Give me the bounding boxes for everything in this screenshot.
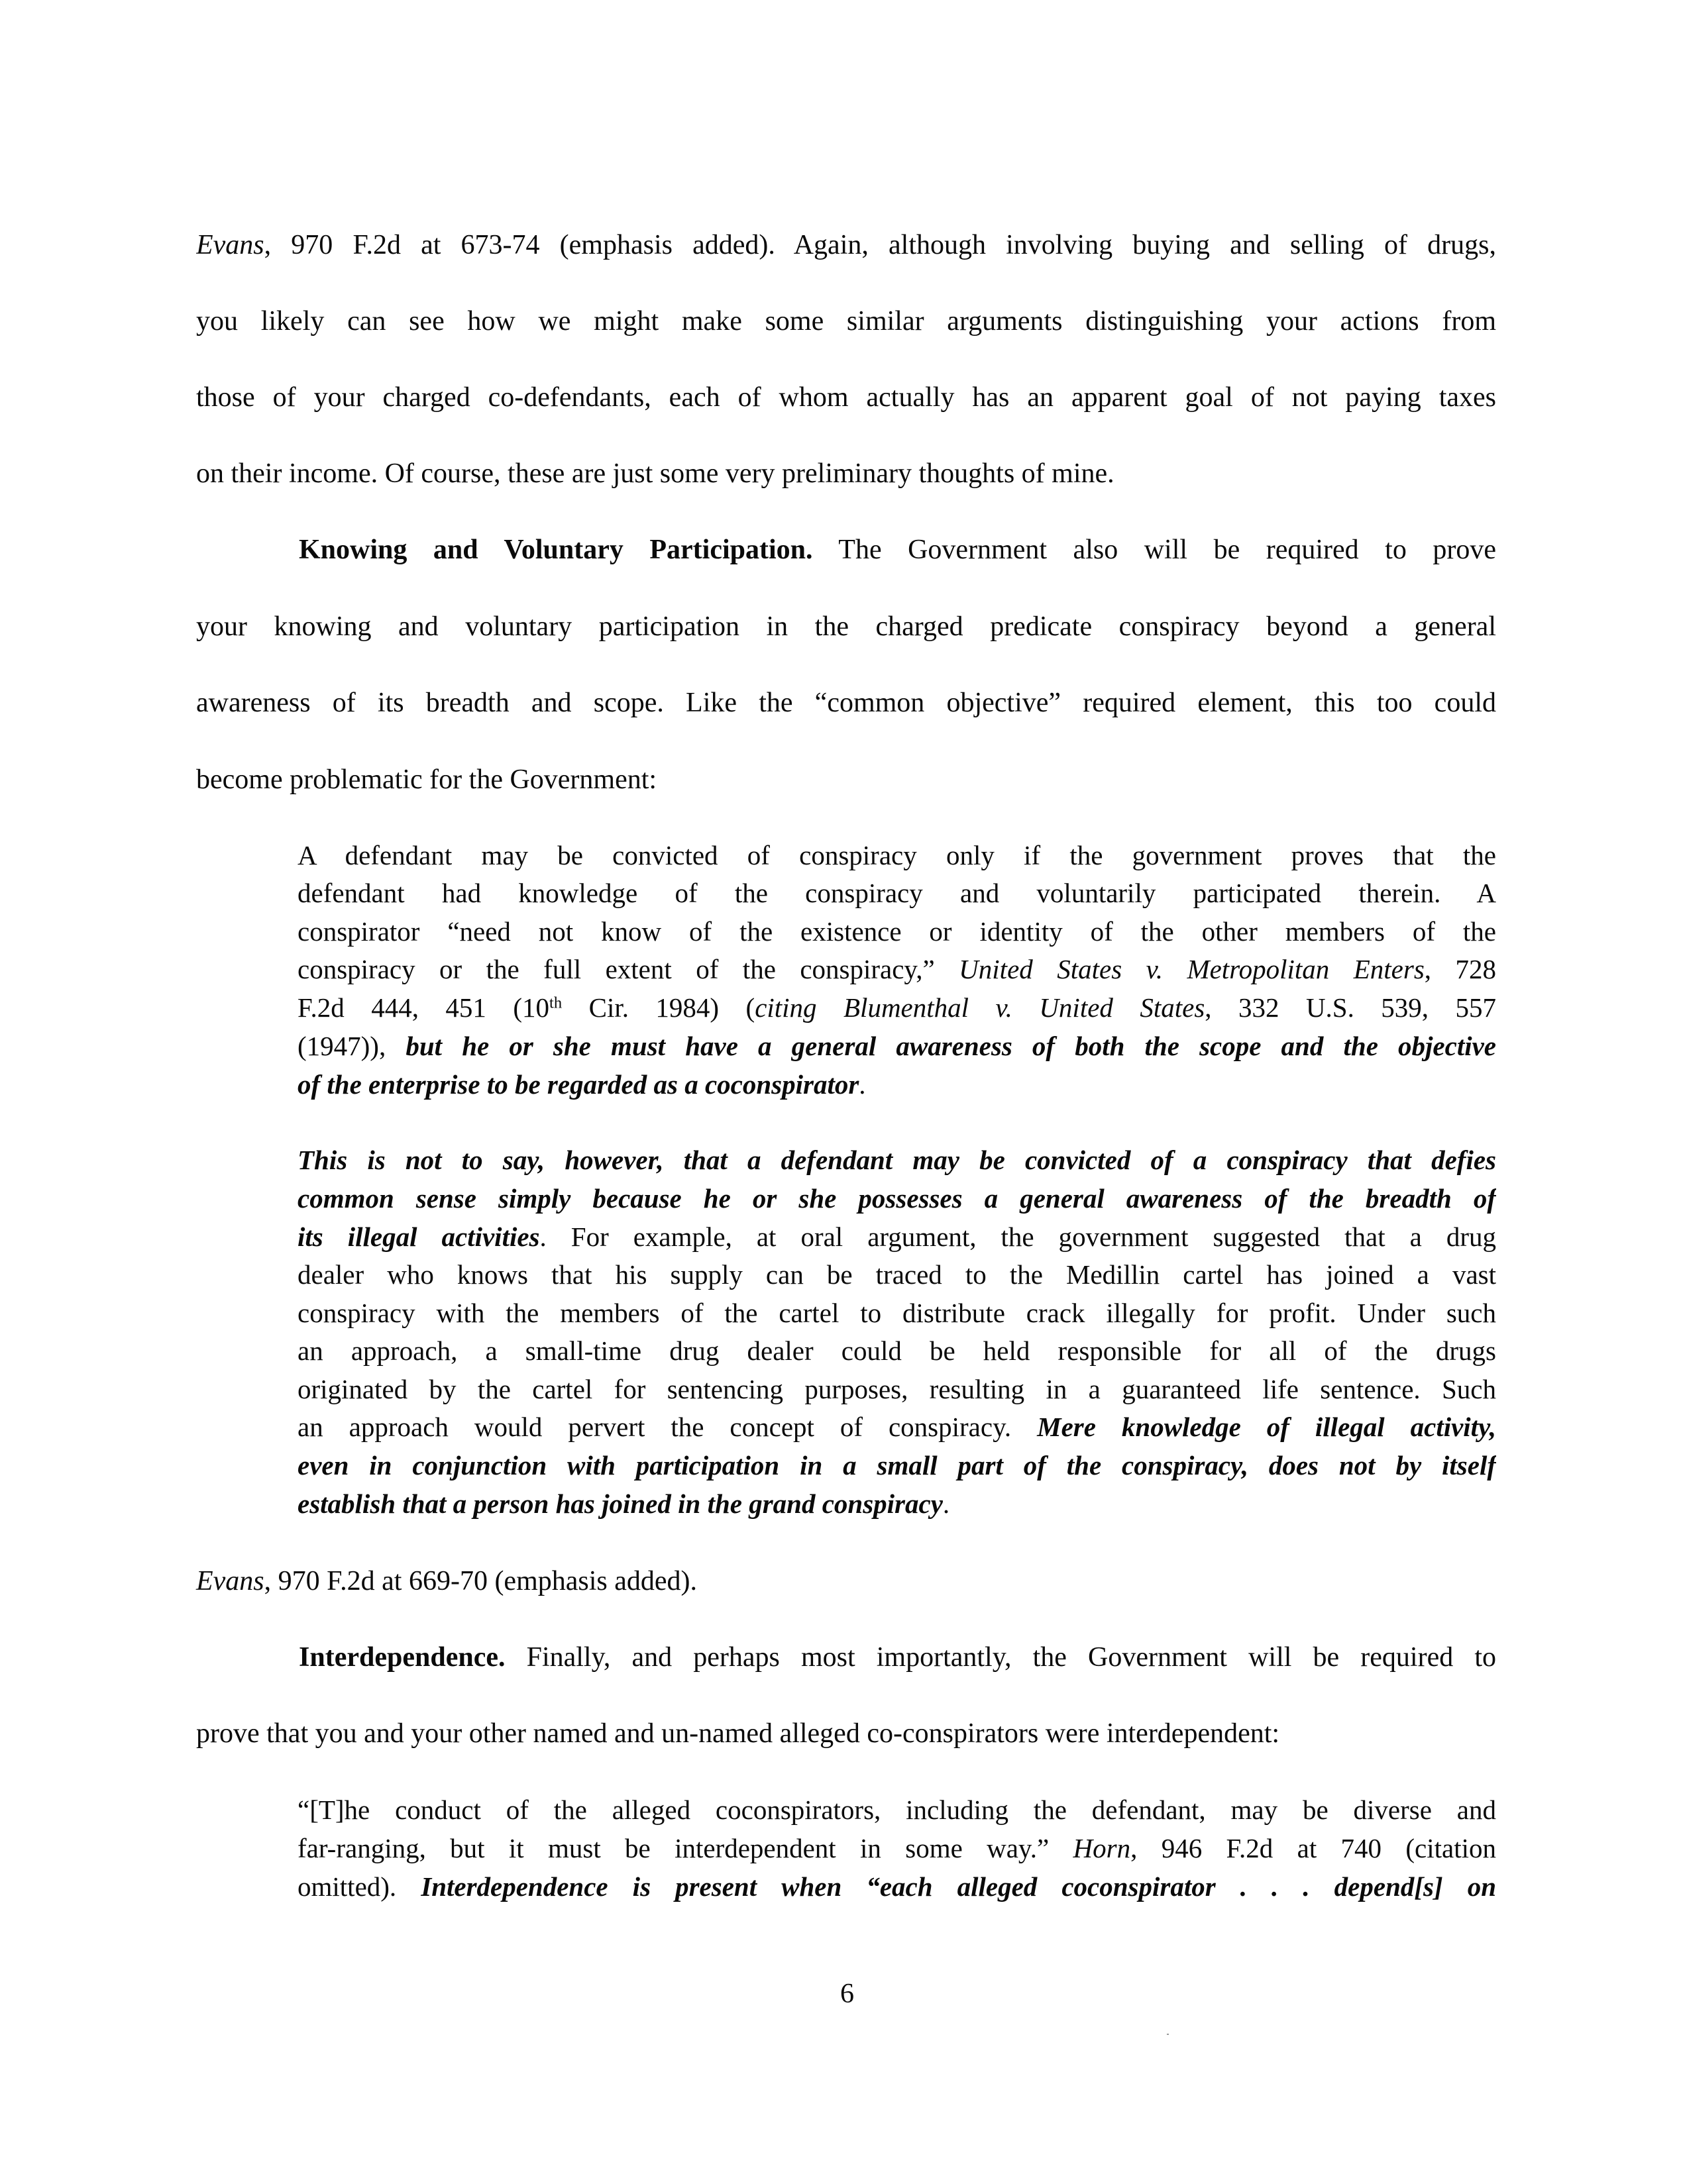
text-run: defendant had knowledge of the conspiracy and voluntarily participated therein. A [298,880,1496,908]
text-run: become problematic for the Government: [196,764,657,795]
text-run: an approach would pervert the concept of conspiracy. [298,1414,1038,1442]
body-text-line [196,689,1496,722]
emphasized-text: establish that a person has joined in the grand conspiracy [298,1488,943,1519]
body-text-line [299,536,1496,569]
body-text-line [196,1720,1279,1747]
body-text-line [196,231,1496,264]
emphasized-text: but he or she must have a general awareness of both the scope and the objective [406,1033,1496,1061]
block-quote-line [298,1873,1496,1906]
text-run: . [942,1488,950,1519]
text-run: originated by the cartel for sentencing purposes, resulting in a guaranteed life sentence. Such [298,1376,1496,1404]
section-heading: Interdependence. [299,1643,506,1673]
ordinal-superscript: th [549,994,563,1012]
emphasized-text: its illegal activities [298,1223,540,1252]
text-run: (1947)), [298,1033,406,1061]
text-run: you likely can see how we might make some similar arguments distinguishing your actions from [196,307,1496,337]
text-run: far-ranging, but it must be interdependent in some way.” [298,1835,1073,1863]
emphasized-text: of the enterprise to be regarded as a coconspirator [298,1069,859,1100]
body-text-line [196,384,1496,417]
block-quote-line [298,1033,1496,1066]
text-run: your knowing and voluntary participation in the charged predicate conspiracy beyond a general [196,613,1496,642]
block-quote-line [298,842,1496,875]
block-quote-line [298,1796,1496,1830]
text-run: F.2d 444, 451 (10 [298,994,550,1023]
text-run: . [859,1069,866,1100]
block-quote-line [298,1223,1496,1257]
block-quote-line [298,1300,1496,1333]
case-citation-italic: citing Blumenthal v. United States [755,994,1205,1023]
text-run: on their income. Of course, these are just some very preliminary thoughts of mine. [196,458,1114,489]
text-run: Cir. 1984) ( [562,994,755,1023]
text-run: awareness of its breadth and scope. Like the “common objective” required element, this too could [196,689,1496,718]
body-text-line [196,1567,697,1595]
text-run: conspirator “need not know of the existence or identity of the other members of the [298,918,1496,947]
body-text-line [196,766,657,794]
text-run: A defendant may be convicted of conspiracy only if the government proves that the [298,842,1496,870]
block-quote-line [298,1147,1496,1180]
block-quote-line [298,956,1496,989]
block-quote-line [298,1337,1496,1371]
case-citation-italic: Evans [196,231,264,260]
text-run: , 332 U.S. 539, 557 [1205,994,1496,1023]
case-citation-italic: United States v. Metropolitan Enters [959,956,1425,984]
text-run: The Government also will be required to prove [812,536,1496,565]
page-number: 6 [840,1979,854,2009]
emphasized-text: Mere knowledge of illegal activity, [1037,1414,1496,1442]
text-run: dealer who knows that his supply can be traced to the Medillin cartel has joined a vast [298,1261,1496,1290]
block-quote-line [298,1490,949,1518]
body-text-line [299,1643,1496,1677]
block-quote-line [298,1185,1496,1218]
block-quote-line [298,994,1496,1027]
body-text-line [196,613,1496,646]
scan-artifact [1167,2034,1169,2035]
text-run: , 728 [1424,956,1496,984]
text-run: “[T]he conduct of the alleged coconspirators, including the defendant, may be diverse and [298,1796,1496,1825]
emphasized-text: common sense simply because he or she possesses a general awareness of the breadth of [298,1185,1496,1214]
body-text-line [196,460,1114,488]
block-quote-line [298,1452,1496,1485]
emphasized-text: This is not to say, however, that a defendant may be convicted of a conspiracy that defies [298,1147,1496,1175]
emphasized-text: even in conjunction with participation in a small part of the conspiracy, does not by itself [298,1452,1496,1481]
case-citation-italic: Evans [196,1566,264,1596]
block-quote-line [298,1261,1496,1294]
text-run: . For example, at oral argument, the government suggested that a drug [539,1223,1496,1252]
text-run: an approach, a small-time drug dealer could be held responsible for all of the drugs [298,1337,1496,1366]
text-run: , 970 F.2d at 673-74 (emphasis added). Again, although involving buying and selling of drugs, [264,231,1496,260]
block-quote-line [298,1071,866,1098]
emphasized-text: Interdependence is present when “each alleged coconspirator . . . depend[s] on [421,1873,1496,1902]
text-run: prove that you and your other named and un-named alleged co-conspirators were interdependent: [196,1718,1280,1749]
text-run: conspiracy with the members of the cartel to distribute crack illegally for profit. Under such [298,1300,1496,1328]
block-quote-line [298,1414,1496,1447]
block-quote-line [298,918,1496,951]
text-run: those of your charged co-defendants, each of whom actually has an apparent goal of not paying taxes [196,384,1496,413]
text-run: omitted). [298,1873,421,1902]
text-run: , 970 F.2d at 669-70 (emphasis added). [264,1566,698,1596]
block-quote-line [298,1376,1496,1409]
case-citation-italic: Horn [1073,1835,1131,1863]
section-heading: Knowing and Voluntary Participation. [299,536,813,565]
block-quote-line [298,880,1496,913]
text-run: conspiracy or the full extent of the conspiracy,” [298,956,959,984]
text-run: , 946 F.2d at 740 (citation [1130,1835,1496,1863]
block-quote-line [298,1835,1496,1868]
text-run: Finally, and perhaps most importantly, the Government will be required to [505,1643,1496,1673]
body-text-line [196,307,1496,340]
